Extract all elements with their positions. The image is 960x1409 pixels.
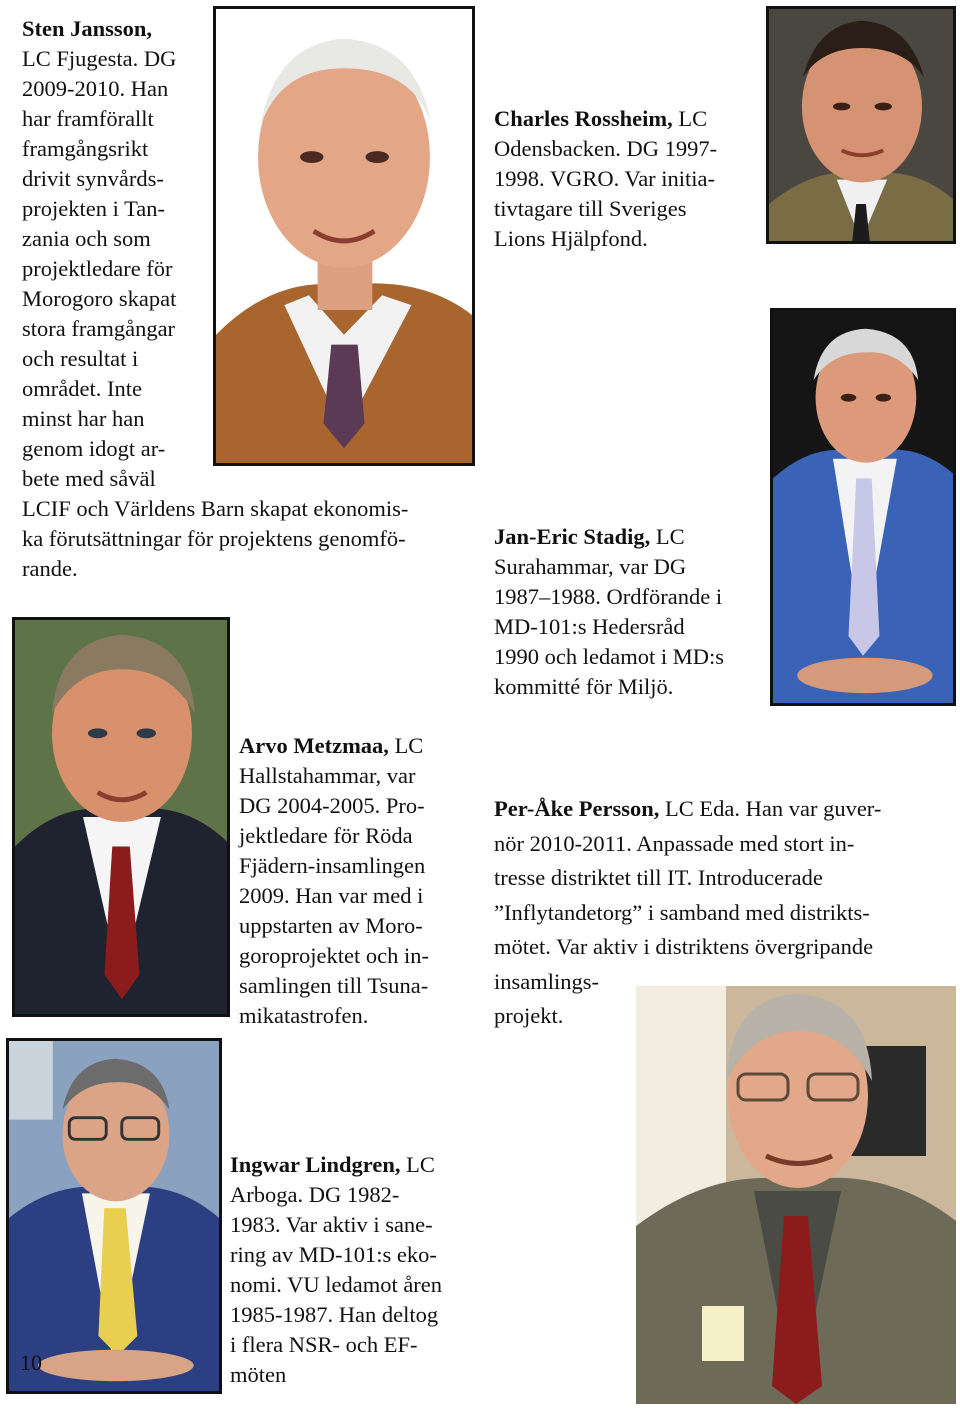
person-name: Charles Rossheim, [494,106,673,131]
caption-line: drivit synvårds- [22,166,164,191]
caption-line: MD-101:s Hedersråd [494,614,685,639]
caption-line: har framförallt [22,106,154,131]
caption-line: Fjädern-insamlingen [239,853,426,878]
caption-line: projektledare för [22,256,173,281]
person-name: Arvo Metzmaa, [239,733,389,758]
caption-line: 1985-1987. Han deltog [230,1302,439,1327]
caption-line: LC [650,524,685,549]
caption-line: tresse distriktet till IT. Introducerade [494,865,823,890]
caption-line: insamlings- [494,968,599,994]
sten-jansson-caption [22,14,408,584]
caption-line: LC [388,733,424,758]
caption-line: Morogoro skapat [22,286,177,311]
charles-rossheim-caption [494,104,717,254]
caption-line: ka förutsättningar för projektens genomfö- [22,526,406,551]
jan-eric-stadig-photo [770,308,956,706]
person-name: Ingwar Lindgren, [230,1152,401,1177]
caption-line: rande. [22,556,78,581]
caption-line: ring av MD-101:s eko- [230,1242,437,1267]
caption-line: mikatastrofen. [239,1003,369,1028]
caption-line: i flera NSR- och EF- [230,1332,418,1357]
person-name: Sten Jansson, [22,16,153,41]
caption-line: LC [400,1152,435,1177]
portrait-illustration [9,1041,219,1391]
caption-line: projekt. [494,1003,564,1028]
caption-line: jektledare för Röda [239,823,413,848]
charles-rossheim-photo [766,6,956,244]
arvo-metzmaa-caption [239,731,429,1031]
caption-line: Surahammar, var DG [494,554,687,579]
caption-line: 1990 och ledamot i MD:s [494,644,724,669]
caption-line: genom idogt ar- [22,436,166,461]
caption-line: nör 2010-2011. Anpassade med stort in- [494,830,855,856]
caption-line: nomi. VU ledamot åren [230,1272,443,1297]
caption-line: DG 2004-2005. Pro- [239,793,425,818]
caption-line: området. Inte [22,376,142,401]
caption-line: projekten i Tan- [22,196,165,221]
caption-line: samlingen till Tsuna- [239,973,429,998]
caption-line: tivtagare till Sveriges [494,196,687,221]
caption-line: 2009. Han var med i [239,883,424,908]
jan-eric-stadig-caption [494,522,724,702]
portrait-illustration [769,9,953,241]
per-ake-persson-photo [636,986,956,1404]
ingwar-lindgren-caption [230,1150,442,1390]
caption-line: stora framgångar [22,316,176,341]
caption-line: goroprojektet och in- [239,943,429,968]
page-number: 10 [20,1350,42,1375]
arvo-metzmaa-photo [12,617,230,1017]
caption-line: kommitté för Miljö. [494,674,674,699]
person-name: Per-Åke Persson, [494,796,660,821]
caption-line: framgångsrikt [22,136,149,161]
portrait-illustration [636,986,956,1404]
caption-line: Arboga. DG 1982- [230,1182,400,1207]
caption-line: zania och som [22,226,151,251]
person-name: Jan-Eric Stadig, [494,524,651,549]
caption-line: LC [672,106,708,131]
caption-line: och resultat i [22,346,139,371]
portrait-illustration [773,311,953,703]
caption-line: mötet. Var aktiv i distriktens övergripande [494,934,874,959]
caption-line: 1998. VGRO. Var initia- [494,166,716,191]
portrait-illustration [15,620,227,1014]
caption-line: LC Eda. Han var guver- [659,796,882,821]
caption-line: uppstarten av Moro- [239,913,423,938]
caption-line: Lions Hjälpfond. [494,226,648,251]
caption-line: LC Fjugesta. DG [22,46,177,71]
caption-line: möten [230,1362,287,1387]
ingwar-lindgren-photo [6,1038,222,1394]
caption-line: minst har han [22,406,145,431]
caption-line: LCIF och Världens Barn skapat ekonomis- [22,496,409,521]
caption-line: Hallstahammar, var [239,763,416,788]
caption-line: 1987–1988. Ordförande i [494,584,723,609]
caption-line: 2009-2010. Han [22,76,169,101]
per-ake-persson-caption [494,792,881,1034]
caption-line: bete med såväl [22,466,156,491]
caption-line: ”Inflytandetorg” i samband med distrikts- [494,899,870,925]
caption-line: Odensbacken. DG 1997- [494,136,718,161]
caption-line: 1983. Var aktiv i sane- [230,1212,433,1237]
